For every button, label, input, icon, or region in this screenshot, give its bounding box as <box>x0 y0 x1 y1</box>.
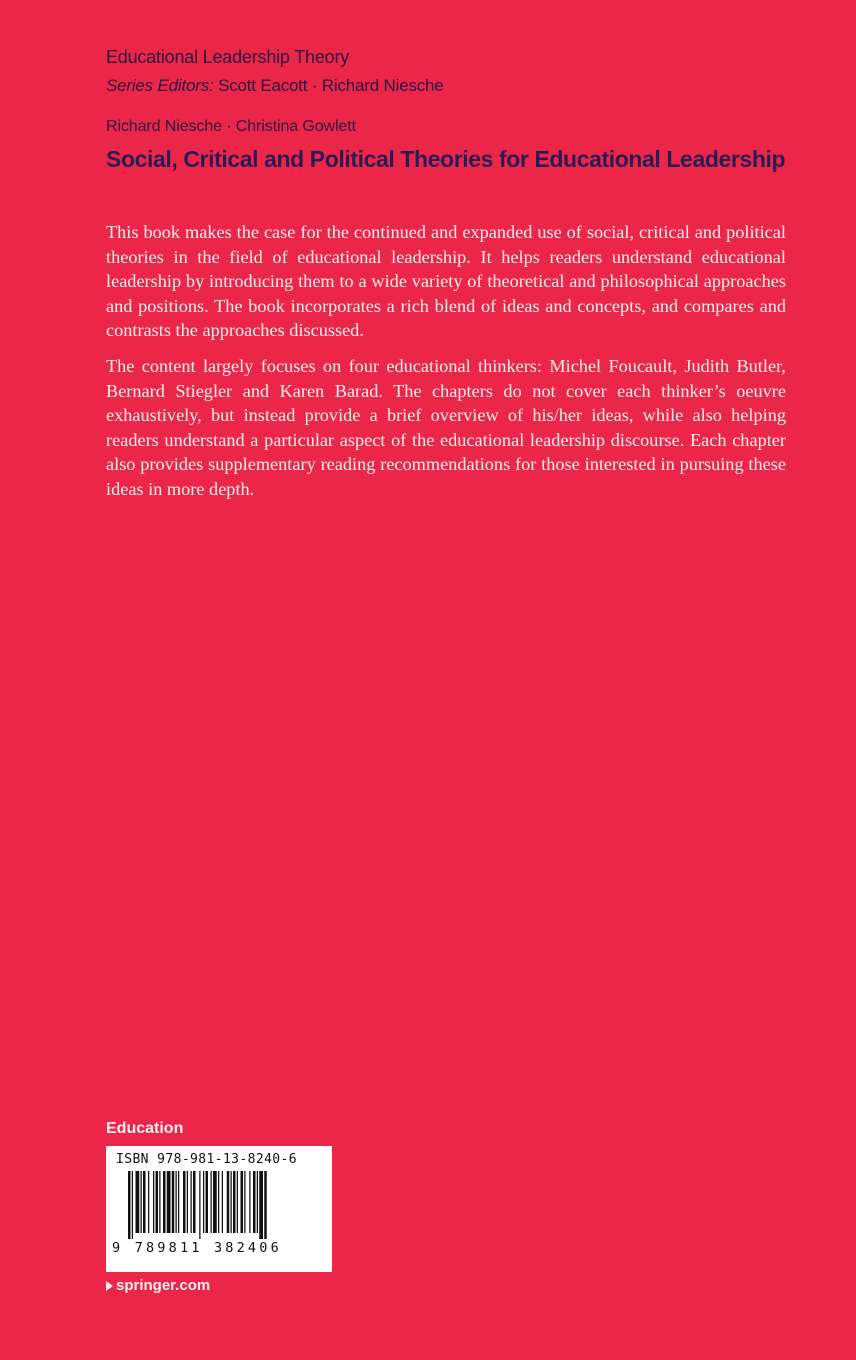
subject-category: Education <box>106 1120 184 1137</box>
barcode-bar <box>222 1171 223 1233</box>
barcode-bar <box>199 1171 200 1239</box>
book-title: Social, Critical and Political Theories for Educational Leadership <box>106 146 786 172</box>
barcode-bar <box>187 1171 188 1233</box>
barcode-bar <box>191 1171 192 1233</box>
barcode-image <box>114 1171 320 1239</box>
barcode-bar <box>176 1171 177 1233</box>
barcode-bar <box>183 1171 186 1233</box>
barcode-bar <box>203 1171 204 1233</box>
barcode-bar <box>159 1171 160 1233</box>
barcode-bar <box>218 1171 219 1233</box>
series-editors <box>106 76 444 96</box>
barcode-bar <box>231 1171 232 1233</box>
barcode-bar <box>128 1171 131 1239</box>
barcode-bar <box>172 1171 175 1233</box>
barcode-bar <box>143 1171 146 1233</box>
barcode-bar <box>148 1171 149 1233</box>
barcode-bar <box>241 1171 244 1233</box>
triangle-arrow-icon <box>106 1281 113 1291</box>
blurb-paragraph-2: The content largely focuses on four educational thinkers: Michel Foucault, Judith Butler, Bernard Stiegler and Karen Barad. The chapters do not cover each thinker’s oeuvre exhaustively, but instead provide a brief overview of his/her ideas, while also helping readers understand a particular aspect of the educational leadership discourse. Each chapter also provides supplementary reading recommendations for those interested in pursuing these ideas in more depth. <box>106 355 786 499</box>
barcode-bar <box>249 1171 250 1233</box>
barcode-bar <box>257 1171 258 1233</box>
barcode-digits: 9 789811 382406 <box>112 1240 282 1256</box>
book-authors: Richard Niesche · Christina Gowlett <box>106 118 356 135</box>
barcode-bar <box>233 1171 236 1233</box>
barcode-bar <box>253 1171 256 1233</box>
barcode-bar <box>153 1171 154 1233</box>
series-title: Educational Leadership Theory <box>106 47 350 67</box>
barcode-bar <box>141 1171 142 1233</box>
series-editors-names: Scott Eacott · Richard Niesche <box>218 76 444 95</box>
barcode-bar <box>167 1171 171 1233</box>
barcode-bar <box>211 1171 212 1233</box>
website-label: springer.com <box>116 1277 211 1294</box>
barcode-bar <box>206 1171 209 1233</box>
isbn-label: ISBN 978-981-13-8240-6 <box>116 1152 297 1167</box>
barcode-bar <box>213 1171 217 1233</box>
barcode-bar <box>136 1171 140 1233</box>
barcode-bar <box>132 1171 133 1239</box>
barcode-bar <box>259 1171 263 1239</box>
blurb-paragraph-1: This book makes the case for the continued and expanded use of social, critical and political theories in the field of educational leadership. It helps readers understand educational leadership by introducing them to a wide variety of theoretical and philosophical approaches and positions. The book incorporates a rich blend of ideas and concepts, and compares and contrasts the approaches discussed. <box>106 222 786 341</box>
barcode-bar <box>178 1171 179 1233</box>
back-cover-blurb <box>106 220 786 513</box>
barcode-bar <box>193 1171 196 1233</box>
barcode-bar <box>163 1171 166 1233</box>
isbn-barcode-box <box>106 1146 332 1272</box>
barcode-bar <box>237 1171 238 1233</box>
barcode-bar <box>244 1171 245 1233</box>
series-editors-label: Series Editors: <box>106 76 214 95</box>
barcode-bar <box>264 1171 267 1239</box>
barcode-bar <box>227 1171 230 1233</box>
barcode-bar <box>156 1171 159 1233</box>
website-link[interactable] <box>106 1277 210 1294</box>
